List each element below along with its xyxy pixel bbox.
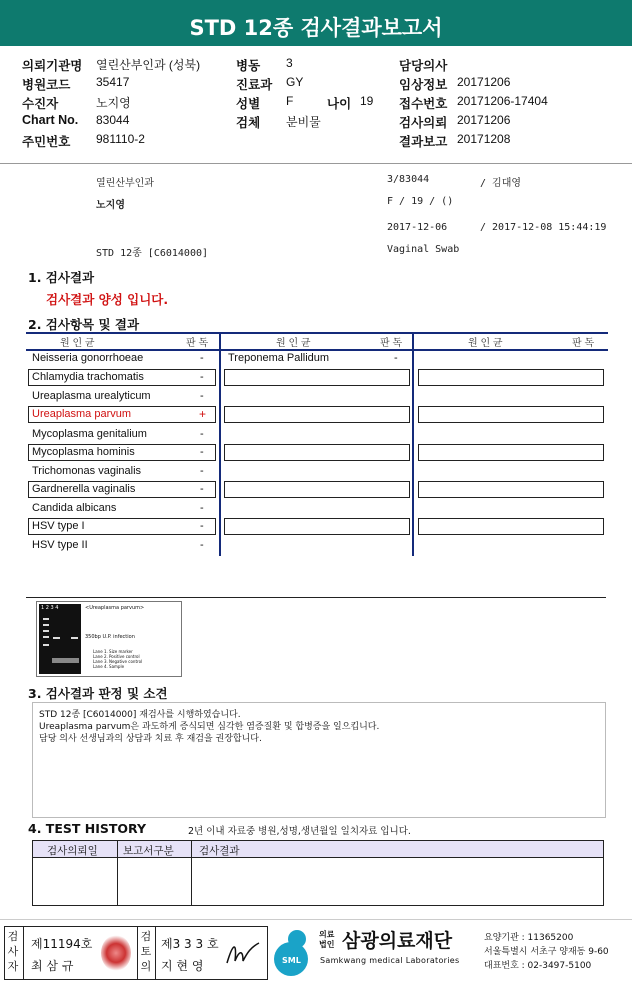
chart-value: 83044 [96, 113, 130, 127]
item-name: Chlamydia trachomatis [32, 371, 144, 383]
positive-band [53, 637, 60, 639]
history-header-row [33, 841, 603, 858]
sex-label: 성별 [236, 97, 261, 111]
report-title: STD 12종 검사결과보고서 [0, 0, 632, 46]
history-col-divider [191, 841, 192, 905]
dept-value: GY [286, 75, 304, 89]
history-note: 2년 이내 자료중 병원,성명,생년월일 일치자료 입니다. [188, 826, 411, 837]
org-number: 요양기관 : 11365200 [484, 933, 574, 943]
item-result: - [394, 352, 398, 364]
summary-date-from: 2017-12-06 [387, 222, 448, 233]
item-result: - [200, 539, 204, 551]
clinical-label: 임상정보 [399, 78, 448, 92]
dept-label: 진료과 [236, 78, 273, 92]
item-name: Treponema Pallidum [228, 352, 330, 364]
history-col-type: 보고서구분 [123, 845, 174, 857]
signature-box [4, 926, 268, 980]
hospital-label: 의뢰기관명 [22, 59, 83, 73]
specimen-value: 분비물 [286, 115, 321, 129]
table-header-rule [26, 349, 608, 351]
empty-box [224, 481, 410, 498]
approver-number: 제3 3 3 호 [161, 937, 219, 951]
receipt-label: 접수번호 [399, 97, 448, 111]
empty-box [224, 444, 410, 461]
tester-name: 최 삼 규 [31, 959, 74, 973]
column-divider-2 [412, 332, 414, 556]
sig-divider [155, 927, 156, 979]
empty-box [224, 406, 410, 423]
patient-value: 노지영 [96, 96, 131, 110]
rrn-value: 981110-2 [96, 132, 145, 146]
sample-band [71, 637, 78, 639]
primer-dimer [52, 658, 61, 663]
opinion-line-2: Ureaplasma parvum은 과도하게 증식되면 심각한 염증질환 및 합병증을 일으킵니다. [39, 722, 380, 732]
item-result: - [200, 483, 204, 495]
lab-name-en: Samkwang medical Laboratories [320, 956, 460, 965]
code-value: 35417 [96, 75, 130, 89]
col3-judge-header: 판 독 [572, 338, 595, 349]
lab-address: 서울특별시 서초구 양재동 9-60 [484, 947, 609, 957]
summary-seq: 3/83044 [387, 174, 430, 185]
gel-legend-2: Lane 2. Positive control [93, 654, 140, 659]
item-name: Mycoplasma hominis [32, 446, 135, 458]
result-date-value: 20171208 [457, 132, 511, 146]
clinical-value: 20171206 [457, 75, 511, 89]
opinion-line-3: 담당 의사 선생님과의 상담과 치료 후 재검을 권장합니다. [39, 734, 262, 744]
section-4-title: 4. TEST HISTORY [28, 821, 147, 836]
empty-box [418, 369, 604, 386]
empty-box [418, 481, 604, 498]
lab-name-ko: 삼광의료재단 [342, 930, 453, 952]
age-label: 나이 [327, 97, 352, 111]
summary-specimen: Vaginal Swab [387, 244, 460, 255]
sig-divider [23, 927, 24, 979]
code-label: 병원코드 [22, 78, 71, 92]
history-col-date: 검사의뢰일 [47, 845, 98, 857]
gel-lane-numbers: 1 2 3 4 [41, 605, 59, 611]
ladder-band [43, 636, 49, 638]
item-name: Candida albicans [32, 502, 117, 514]
item-result: - [200, 371, 204, 383]
sml-logo-text: SML [282, 956, 301, 965]
empty-box [418, 406, 604, 423]
summary-date-to: / 2017-12-08 15:44:19 [480, 222, 607, 233]
summary-hospital: 열린산부인과 [96, 178, 154, 189]
ladder-band [43, 624, 49, 626]
opinion-line-1: STD 12종 [C6014000] 재검사를 시행하였습니다. [39, 710, 241, 720]
item-result: - [200, 520, 204, 532]
request-label: 검사의뢰 [399, 116, 448, 130]
primer-dimer [61, 658, 70, 663]
sig-divider [137, 927, 138, 979]
primer-dimer [70, 658, 79, 663]
overall-result: 검사결과 양성 입니다. [46, 292, 169, 307]
specimen-label: 검체 [236, 116, 261, 130]
sml-logo-dot [288, 930, 306, 948]
item-result: - [200, 502, 204, 514]
header-divider [0, 163, 632, 164]
ward-value: 3 [286, 56, 293, 70]
item-result-positive: + [199, 407, 207, 421]
empty-box [418, 518, 604, 535]
item-result: - [200, 390, 204, 402]
hospital-value: 열린산부인과 (성북) [96, 58, 201, 72]
gel-region-rule [26, 597, 606, 598]
item-name: HSV type II [32, 539, 88, 551]
history-col-divider [117, 841, 118, 905]
chart-label: Chart No. [22, 113, 79, 127]
footer-rule [0, 919, 632, 920]
tester-label: 검사자 [7, 930, 19, 973]
sml-logo-icon [272, 928, 316, 976]
seal-stamp-icon [101, 935, 131, 971]
summary-test: STD 12종 [C6014000] [96, 248, 209, 259]
item-name-positive: Ureaplasma parvum [32, 408, 132, 420]
gel-legend-1: Lane 1. Size marker [93, 649, 133, 654]
table-top-rule [26, 332, 608, 334]
item-name: Ureaplasma urealyticum [32, 390, 151, 402]
col1-judge-header: 판 독 [186, 338, 209, 349]
ladder-band [43, 618, 49, 620]
corp-label: 의료법인 [319, 930, 335, 949]
history-col-result: 검사결과 [199, 845, 240, 857]
request-value: 20171206 [457, 113, 511, 127]
age-value: 19 [360, 94, 374, 108]
item-name: Mycoplasma genitalium [32, 428, 147, 440]
section-2-title: 2. 검사항목 및 결과 [28, 317, 140, 332]
patient-label: 수진자 [22, 97, 59, 111]
ladder-band [43, 630, 49, 632]
item-result: - [200, 446, 204, 458]
gel-legend-4: Lane 4. Sample [93, 664, 125, 669]
summary-sex-age: F / 19 / () [387, 196, 454, 207]
ward-label: 병동 [236, 59, 261, 73]
lab-phone: 대표번호 : 02-3497-5100 [484, 961, 592, 971]
item-name: Trichomonas vaginalis [32, 465, 142, 477]
gel-image [39, 604, 81, 674]
item-name: Gardnerella vaginalis [32, 483, 136, 495]
history-table [32, 840, 604, 906]
col2-agent-header: 원 인 균 [276, 338, 311, 349]
opinion-box [32, 702, 606, 818]
column-divider-1 [219, 332, 221, 556]
gel-band-label: 350bp U.P. infection [85, 634, 135, 640]
item-name: HSV type I [32, 520, 85, 532]
sex-value: F [286, 94, 294, 108]
item-result: - [200, 428, 204, 440]
doctor-label: 담당의사 [399, 59, 448, 73]
item-name: Neisseria gonorrhoeae [32, 352, 144, 364]
item-result: - [200, 465, 204, 477]
summary-patient: 노지영 [96, 200, 125, 211]
item-result: - [200, 352, 204, 364]
ladder-band [43, 644, 49, 646]
result-date-label: 결과보고 [399, 135, 448, 149]
patient-info-header [22, 56, 622, 152]
col1-agent-header: 원 인 균 [60, 338, 95, 349]
approver-label: 검토의 [140, 930, 152, 973]
section-1-title: 1. 검사결과 [28, 270, 95, 285]
signature-icon [223, 937, 263, 969]
tester-number: 제11194호 [31, 937, 93, 951]
receipt-value: 20171206-17404 [457, 94, 548, 108]
empty-box [224, 369, 410, 386]
gel-figure [36, 601, 182, 677]
col2-judge-header: 판 독 [380, 338, 403, 349]
rrn-label: 주민번호 [22, 135, 71, 149]
summary-doctor: / 김대영 [480, 178, 522, 189]
approver-name: 지 현 영 [161, 959, 204, 973]
gel-legend-3: Lane 3. Negative control [93, 659, 143, 664]
col3-agent-header: 원 인 균 [468, 338, 503, 349]
empty-box [418, 444, 604, 461]
section-3-title: 3. 검사결과 판정 및 소견 [28, 686, 168, 701]
gel-title: <Ureaplasma parvum> [85, 605, 145, 611]
empty-box [224, 518, 410, 535]
